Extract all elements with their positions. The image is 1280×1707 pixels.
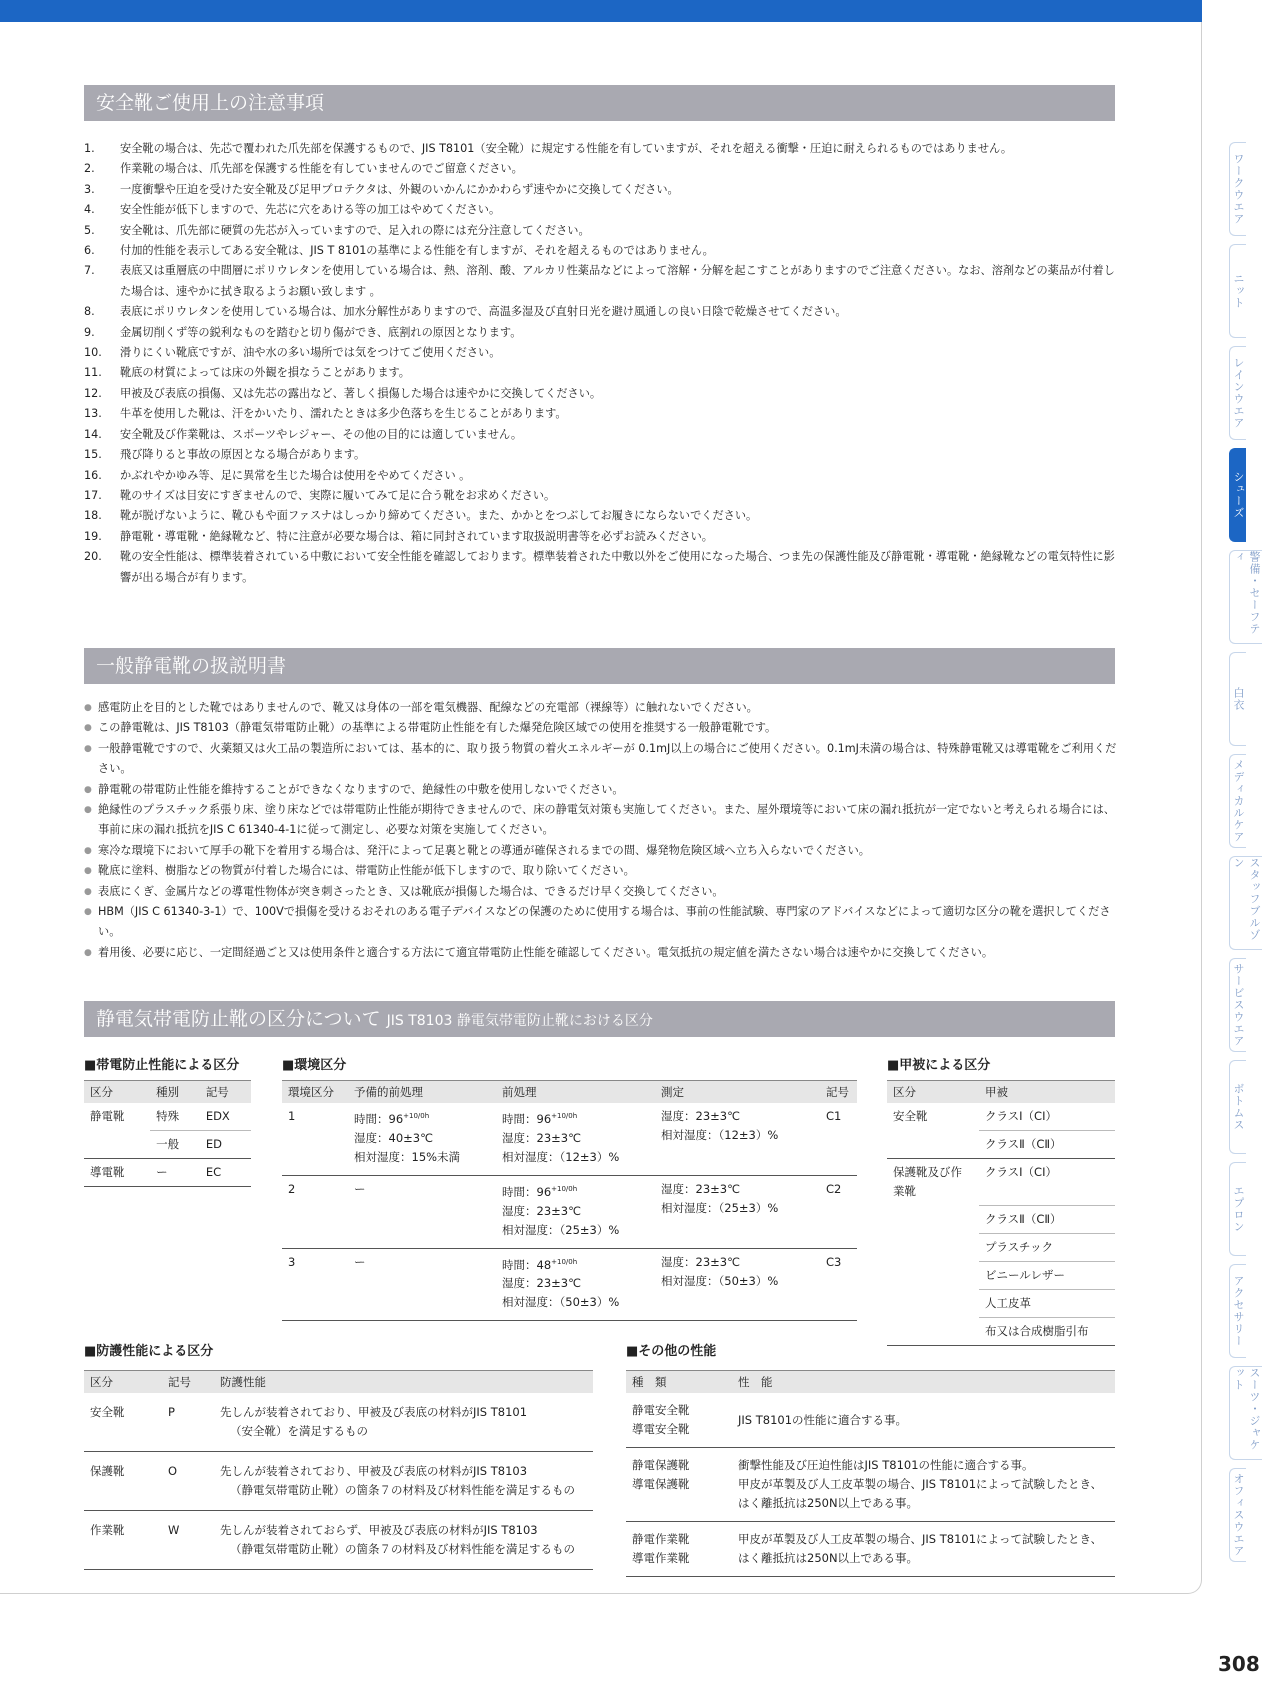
item-number: 8. <box>84 305 95 319</box>
item-text: 滑りにくい靴底ですが、油や水の多い場所では気をつけてご使用ください。 <box>120 346 501 360</box>
top-accent-bar <box>0 0 1202 22</box>
table-row <box>887 1205 1115 1233</box>
cell <box>348 1103 496 1175</box>
cell: P <box>162 1393 214 1452</box>
cell: クラスⅡ（CⅡ） <box>979 1131 1115 1159</box>
cell: 導電靴 <box>84 1159 150 1187</box>
item-number: 4. <box>84 203 95 217</box>
cell: 一般 <box>150 1131 200 1159</box>
table-row <box>626 1448 1115 1522</box>
cell-line <box>502 1202 649 1221</box>
cell: W <box>162 1511 214 1570</box>
list-item <box>84 718 1124 738</box>
cell-text: 相対湿度：（50±3）% <box>502 1295 620 1310</box>
sidebar-tab[interactable]: ニット <box>1229 244 1246 338</box>
environment-table <box>282 1080 857 1321</box>
cell-line: 先しんが装着されており、甲被及び表底の材料がJIS T8103 <box>220 1464 528 1478</box>
cell: 安全靴 <box>893 1109 928 1123</box>
list-item <box>84 159 1124 179</box>
table-row <box>887 1261 1115 1289</box>
cell <box>626 1448 732 1522</box>
list-item <box>84 943 1124 963</box>
bullet-icon: ● <box>84 947 92 958</box>
list-item <box>84 363 1124 383</box>
item-number: 12. <box>84 386 102 400</box>
page-number: 308 <box>1218 1652 1260 1676</box>
cell: 布又は合成樹脂引布 <box>979 1317 1115 1345</box>
sidebar-tab[interactable]: レインウエア <box>1229 346 1246 440</box>
bullet-icon: ● <box>84 866 92 877</box>
sidebar-tab[interactable]: エプロン <box>1229 1162 1246 1256</box>
item-number: 17. <box>84 488 102 502</box>
cell-line: 相対湿度：（50±3）% <box>661 1273 779 1288</box>
col-header: 記号 <box>162 1371 214 1394</box>
cell-line <box>502 1293 649 1312</box>
item-text: 靴底の材質によっては床の外観を損なうことがあります。 <box>120 366 410 380</box>
cell-line: 導電安全靴 <box>632 1422 690 1436</box>
list-item <box>84 466 1124 486</box>
cell: ビニールレザー <box>979 1261 1115 1289</box>
table-row <box>626 1522 1115 1577</box>
item-text: HBM（JIS C 61340-3-1）で、100Vで損傷を受けるおそれのある電子デバイスなどの保護のために使用する場合は、事前の性能試験、専門家のアドバイスなどによって適切な区分の靴を選択してください。 <box>98 905 1111 939</box>
col-header: 前処理 <box>496 1081 655 1104</box>
col-header: 種 類 <box>626 1371 732 1394</box>
cell: 保護靴 <box>84 1452 162 1511</box>
cell-line: （安全靴）を満足するもの <box>230 1424 368 1438</box>
list-item <box>84 841 1124 861</box>
sidebar-tab[interactable]: アクセサリー <box>1229 1264 1246 1358</box>
sidebar-tab[interactable]: シューズ <box>1229 448 1246 542</box>
item-text: かぶれやかゆみ等、足に異常を生じた場合は使用をやめてください 。 <box>120 468 471 482</box>
sidebar-tab[interactable]: サービスウエア <box>1229 958 1246 1052</box>
table-row <box>887 1233 1115 1261</box>
sidebar-tab[interactable]: 警備・セーフティ <box>1229 550 1262 644</box>
item-text: 付加的性能を表示してある安全靴は、JIS T 8101の基準による性能を有しますが、それを超えるものではありません。 <box>120 244 714 258</box>
list-item <box>84 261 1124 302</box>
cell <box>732 1448 1115 1522</box>
cell <box>496 1175 655 1248</box>
section-heading-static-classification: 静電気帯電防止靴の区分について JIS T8103 静電気帯電防止靴における区分 <box>84 1001 1115 1037</box>
item-number: 15. <box>84 448 102 462</box>
list-item <box>84 861 1124 881</box>
cell-line <box>502 1274 649 1293</box>
cell-line: はく離抵抗は250N以上である事。 <box>738 1496 919 1510</box>
cell-line: はく離抵抗は250N以上である事。 <box>738 1551 919 1565</box>
cell-line <box>354 1148 490 1167</box>
cell-line: 湿度：23±3℃ <box>661 1109 741 1123</box>
cell-text: 時間：96 <box>502 1111 552 1126</box>
cell <box>887 1317 979 1345</box>
cell <box>732 1522 1115 1577</box>
cell-line: 衝撃性能及び圧迫性能はJIS T8101の性能に適合する事。 <box>738 1458 1034 1472</box>
item-number: 11. <box>84 366 102 380</box>
item-number: 16. <box>84 468 102 482</box>
item-text: 靴が脱げないように、靴ひもや面ファスナはしっかり締めてください。また、かかとをつぶしてお履きにならないでください。 <box>120 509 758 523</box>
item-text: 作業靴の場合は、爪先部を保護する性能を有していませんのでご留意ください。 <box>120 162 523 176</box>
cell-line <box>502 1129 649 1148</box>
item-number: 3. <box>84 182 95 196</box>
item-text: 靴のサイズは目安にすぎませんので、実際に履いてみて足に合う靴をお求めください。 <box>120 488 556 502</box>
cell: 安全靴 <box>84 1393 162 1452</box>
cell-line: 静電作業靴 <box>632 1532 690 1546</box>
cell: 静電靴 <box>90 1109 125 1123</box>
cell-text: 湿度：23±3℃ <box>502 1276 582 1291</box>
list-item <box>84 698 1124 718</box>
item-text: 一度衝撃や圧迫を受けた安全靴及び足甲プロテクタは、外観のいかんにかかわらず速やかに交換してください。 <box>120 182 679 196</box>
bullet-icon: ● <box>84 743 92 754</box>
antistatic-heading: ■帯電防止性能による区分 <box>84 1058 240 1073</box>
cell-line <box>502 1180 649 1202</box>
list-item <box>84 547 1124 588</box>
cell <box>348 1248 496 1321</box>
item-text: 安全靴は、爪先部に硬質の先芯が入っていますので、足入れの際には充分注意してください。 <box>120 223 590 237</box>
item-text: 安全靴及び作業靴は、スポーツやレジャー、その他の目的には適していません。 <box>120 427 523 441</box>
list-item <box>84 739 1124 780</box>
cell-text: 相対湿度：15%未満 <box>354 1149 461 1164</box>
list-item <box>84 241 1124 261</box>
table-row <box>887 1317 1115 1345</box>
cell-line <box>502 1107 649 1129</box>
table-row <box>282 1103 857 1175</box>
cell <box>348 1175 496 1248</box>
cell-line: JIS T8101の性能に適合する事。 <box>738 1412 908 1427</box>
cell <box>887 1289 979 1317</box>
item-text: 靴底に塗料、樹脂などの物質が付着した場合には、帯電防止性能が低下しますので、取り除いてください。 <box>98 864 635 878</box>
item-text: 靴の安全性能は、標準装着されている中敷において安全性能を確認しております。標準装着された中敷以外をご使用になった場合、つま先の保護性能及び静電靴・導電靴・絶縁靴などの電気特性に影響が出る場合が有ります。 <box>120 550 1115 584</box>
cell <box>655 1175 820 1248</box>
list-item <box>84 200 1124 220</box>
item-number: 14. <box>84 427 102 441</box>
item-text: 甲被及び表底の損傷、又は先芯の露出など、著しく損傷した場合は速やかに交換してください。 <box>120 386 602 400</box>
cell-line: 先しんが装着されており、甲被及び表底の材料がJIS T8101 <box>220 1405 528 1419</box>
item-number: 10. <box>84 346 102 360</box>
protection-table <box>84 1370 593 1570</box>
cell-line: 甲皮が革製及び人工皮革製の場合、JIS T8101によって試験したとき、 <box>738 1477 1103 1491</box>
list-item <box>84 180 1124 200</box>
table-row <box>887 1103 1115 1131</box>
item-number: 18. <box>84 509 102 523</box>
cell-line: 甲皮が革製及び人工皮革製の場合、JIS T8101によって試験したとき、 <box>738 1532 1103 1546</box>
table-row <box>84 1452 593 1511</box>
item-text: 静電靴の帯電防止性能を維持することができなくなりますので、絶縁性の中敷を使用しないでください。 <box>98 782 624 796</box>
cell: 3 <box>282 1248 348 1321</box>
upper-material-heading: ■甲被による区分 <box>887 1058 991 1073</box>
cell: C3 <box>820 1248 857 1321</box>
table-row <box>282 1175 857 1248</box>
cell-text: 湿度：23±3℃ <box>502 1130 582 1145</box>
list-item <box>84 882 1124 902</box>
list-item <box>84 343 1124 363</box>
sidebar-tab[interactable]: ボトムス <box>1229 1060 1246 1154</box>
table-row <box>887 1131 1115 1159</box>
item-text: 金属切削くず等の鋭利なものを踏むと切り傷ができ、底割れの原因となります。 <box>120 325 522 339</box>
item-number: 1. <box>84 142 95 155</box>
upper-material-table <box>887 1080 1115 1346</box>
col-header: 区分 <box>84 1081 150 1104</box>
list-item <box>84 902 1124 943</box>
cell-line: 相対湿度：（12±3）% <box>661 1128 779 1142</box>
cell <box>655 1103 820 1175</box>
item-text: 絶縁性のプラスチック系張り床、塗り床などでは帯電防止性能が期待できませんので、床の静電気対策も実施してください。また、屋外環境等において床の漏れ抵抗が一定でないと考えられる場合には、事前に床の漏れ抵抗をJIS C 61340-4-1に従って測定し、必要な対策を実施してください。 <box>98 803 1115 837</box>
item-text: 表底にくぎ、金属片などの導電性物体が突き刺さったとき、又は靴底が損傷した場合は、できるだけ早く交換してください。 <box>98 884 724 898</box>
item-text: 静電靴・導電靴・絶縁靴など、特に注意が必要な場合は、箱に同封されています取扱説明書等を必ずお読みください。 <box>120 529 713 543</box>
cell: EC <box>200 1159 251 1187</box>
col-header: 種別 <box>150 1081 200 1104</box>
cell <box>496 1103 655 1175</box>
table-row <box>84 1159 251 1187</box>
list-item <box>84 445 1124 465</box>
item-text: 安全靴の場合は、先芯で覆われた爪先部を保護するもので、JIS T8101（安全靴）に規定する性能を有していますが、それを超える衝撃・圧迫に耐えられるものではありません。 <box>120 142 1013 155</box>
cell <box>84 1131 150 1159</box>
cell-text: 時間：48 <box>502 1257 552 1272</box>
cell <box>655 1248 820 1321</box>
table-row <box>887 1289 1115 1317</box>
sidebar-tab[interactable]: スタッフブルゾン <box>1229 856 1262 950</box>
item-number: 2. <box>84 162 95 176</box>
item-text: 着用後、必要に応じ、一定間経過ごと又は使用条件と適合する方法にて適宜帯電防止性能を確認してください。電気抵抗の規定値を満たさない場合は速やかに交換してください。 <box>98 945 994 959</box>
cell <box>626 1393 732 1448</box>
bullet-icon: ● <box>84 805 92 816</box>
cell <box>214 1511 593 1570</box>
bullet-icon: ● <box>84 723 92 734</box>
col-header: 防護性能 <box>214 1371 593 1394</box>
bullet-icon: ● <box>84 845 92 856</box>
item-text: 安全性能が低下しますので、先芯に穴をあける等の加工はやめてください。 <box>120 203 501 217</box>
item-text: 牛革を使用した靴は、汗をかいたり、濡れたときは多少色落ちを生じることがあります。 <box>120 407 567 421</box>
item-text: 表底にポリウレタンを使用している場合は、加水分解性がありますので、高温多湿及び直射日光を避け風通しの良い日陰で乾燥させてください。 <box>120 305 847 319</box>
cell: クラスⅠ（CⅠ） <box>979 1159 1115 1206</box>
cell-line: 先しんが装着されておらず、甲被及び表底の材料がJIS T8103 <box>220 1523 538 1537</box>
item-number: 19. <box>84 529 102 543</box>
cell-line <box>502 1221 649 1240</box>
item-number: 7. <box>84 264 95 278</box>
cell-line <box>354 1253 490 1272</box>
list-item <box>84 384 1124 404</box>
table-row <box>84 1511 593 1570</box>
table-row <box>84 1103 251 1131</box>
cell-line <box>354 1107 490 1129</box>
item-text: 飛び降りると事故の原因となる場合があります。 <box>120 448 366 462</box>
other-performance-heading: ■その他の性能 <box>626 1344 717 1359</box>
table-row <box>626 1393 1115 1448</box>
table-row <box>282 1248 857 1321</box>
cell: 1 <box>282 1103 348 1175</box>
table-row <box>887 1159 1115 1206</box>
list-item <box>84 780 1124 800</box>
item-text: 寒冷な環境下において厚手の靴下を着用する場合は、発汗によって足裏と靴との導通が確保されるまでの間、爆発物危険区域へ立ち入らないでください。 <box>98 843 870 857</box>
cell <box>626 1522 732 1577</box>
cell: 特殊 <box>150 1103 200 1131</box>
cell <box>887 1233 979 1261</box>
cell-line: 静電保護靴 <box>632 1458 690 1472</box>
col-header: 記号 <box>820 1081 857 1104</box>
protection-heading: ■防護性能による区分 <box>84 1344 214 1359</box>
col-header: 性 能 <box>732 1371 1115 1394</box>
cell: ー <box>150 1159 200 1187</box>
item-number: 6. <box>84 244 95 258</box>
cell-text: ー <box>354 1254 366 1269</box>
item-number: 20. <box>84 550 102 564</box>
sidebar-tab[interactable]: 白衣 <box>1229 652 1246 746</box>
cell-line: （静電気帯電防止靴）の箇条７の材料及び材料性能を満足するもの <box>230 1483 575 1497</box>
cell <box>887 1261 979 1289</box>
environment-heading: ■環境区分 <box>282 1058 347 1073</box>
list-item <box>84 139 1124 159</box>
bullet-icon: ● <box>84 886 92 897</box>
item-text: 感電防止を目的とした靴ではありませんので、靴又は身体の一部を電気機器、配線などの充電部（裸線等）に触れないでください。 <box>98 701 758 714</box>
list-item <box>84 221 1124 241</box>
cell-line: 相対湿度：（25±3）% <box>661 1200 779 1215</box>
cell <box>887 1205 979 1233</box>
other-performance-table <box>626 1370 1115 1577</box>
item-number: 5. <box>84 223 95 237</box>
static-instructions-list <box>84 698 1124 963</box>
cell-line <box>354 1180 490 1199</box>
table-row <box>84 1393 593 1452</box>
item-text: 表底又は重層底の中間層にポリウレタンを使用している場合は、熱、溶剤、酸、アルカリ性薬品などによって溶解・分解を起こすことがありますのでご注意ください。なお、溶剤などの薬品が付着した場合は、速やかに拭き取るようお願い致します 。 <box>120 264 1115 298</box>
cell: ED <box>200 1131 251 1159</box>
cell <box>214 1393 593 1452</box>
list-item <box>84 800 1124 841</box>
cell: C2 <box>820 1175 857 1248</box>
item-text: 一般静電靴ですので、火薬類又は火工品の製造所においては、基本的に、取り扱う物質の着火エネルギーが 0.1mJ以上の場合にご使用ください。0.1mJ未満の場合は、特殊静電靴又は導電靴をご利用ください。 <box>98 741 1117 776</box>
cell: 人工皮革 <box>979 1289 1115 1317</box>
cell: クラスⅡ（CⅡ） <box>979 1205 1115 1233</box>
cell-text: 時間：96 <box>502 1184 552 1199</box>
superscript: +10/0h <box>551 1257 578 1266</box>
cell-text: ー <box>354 1181 366 1196</box>
table-row <box>84 1131 251 1159</box>
superscript: +10/0h <box>403 1112 430 1120</box>
safety-notes-list <box>84 139 1124 588</box>
superscript: +10/0h <box>551 1112 578 1120</box>
item-text: この静電靴は、JIS T8103（静電気帯電防止靴）の基準による帯電防止性能を有した爆発危険区域での使用を推奨する一般静電靴です。 <box>98 721 777 735</box>
cell <box>214 1452 593 1511</box>
item-number: 9. <box>84 325 95 339</box>
cell-line <box>502 1253 649 1275</box>
cell-line: 湿度：23±3℃ <box>661 1181 741 1196</box>
cell-line: 湿度：23±3℃ <box>661 1254 741 1269</box>
sidebar-tab[interactable]: メディカルケア <box>1229 754 1246 848</box>
cell-line: （静電気帯電防止靴）の箇条７の材料及び材料性能を満足するもの <box>230 1542 575 1556</box>
cell <box>732 1393 1115 1448</box>
col-header: 測定 <box>655 1081 820 1104</box>
antistatic-table <box>84 1080 251 1187</box>
sidebar-tab[interactable]: オフィスウエア <box>1229 1468 1246 1562</box>
bullet-icon: ● <box>84 703 92 713</box>
cell: クラスⅠ（CⅠ） <box>979 1103 1115 1131</box>
cell-line: 静電安全靴 <box>632 1403 690 1417</box>
col-header: 記号 <box>200 1081 251 1104</box>
item-number: 13. <box>84 407 102 421</box>
cell: C1 <box>820 1103 857 1175</box>
cell-text: 相対湿度：（25±3）% <box>502 1222 620 1237</box>
cell: O <box>162 1452 214 1511</box>
section-heading-safety-notes: 安全靴ご使用上の注意事項 <box>84 85 1115 121</box>
cell-text: 相対湿度：（12±3）% <box>502 1149 620 1164</box>
cell-line <box>354 1129 490 1148</box>
list-item <box>84 527 1124 547</box>
cell-line <box>502 1148 649 1167</box>
list-item <box>84 486 1124 506</box>
col-header: 区分 <box>887 1081 979 1104</box>
sidebar-tab[interactable]: スーツ・ジャケット <box>1229 1366 1262 1460</box>
col-header: 甲被 <box>979 1081 1115 1104</box>
col-header: 区分 <box>84 1371 162 1394</box>
cell-text: 湿度：40±3℃ <box>354 1130 434 1145</box>
col-header: 環境区分 <box>282 1081 348 1104</box>
cell: プラスチック <box>979 1233 1115 1261</box>
cell: 2 <box>282 1175 348 1248</box>
bullet-icon: ● <box>84 784 92 795</box>
cell-text: 時間：96 <box>354 1111 404 1126</box>
cell: 作業靴 <box>84 1511 162 1570</box>
list-item <box>84 323 1124 343</box>
col-header: 予備的前処理 <box>348 1081 496 1104</box>
sidebar-tab[interactable]: ワークウエア <box>1229 142 1246 236</box>
bullet-icon: ● <box>84 907 92 918</box>
list-item <box>84 404 1124 424</box>
superscript: +10/0h <box>551 1184 578 1193</box>
cell: 保護靴及び作業靴 <box>893 1165 962 1198</box>
cell <box>887 1131 979 1159</box>
list-item <box>84 302 1124 322</box>
cell <box>496 1248 655 1321</box>
list-item <box>84 506 1124 526</box>
category-sidebar <box>1229 142 1280 1570</box>
section-heading-static-instructions: 一般静電靴の扱説明書 <box>84 648 1115 684</box>
list-item <box>84 425 1124 445</box>
cell-line: 導電保護靴 <box>632 1477 690 1491</box>
cell-text: 湿度：23±3℃ <box>502 1203 582 1218</box>
cell: EDX <box>200 1103 251 1131</box>
cell-line: 導電作業靴 <box>632 1551 690 1565</box>
